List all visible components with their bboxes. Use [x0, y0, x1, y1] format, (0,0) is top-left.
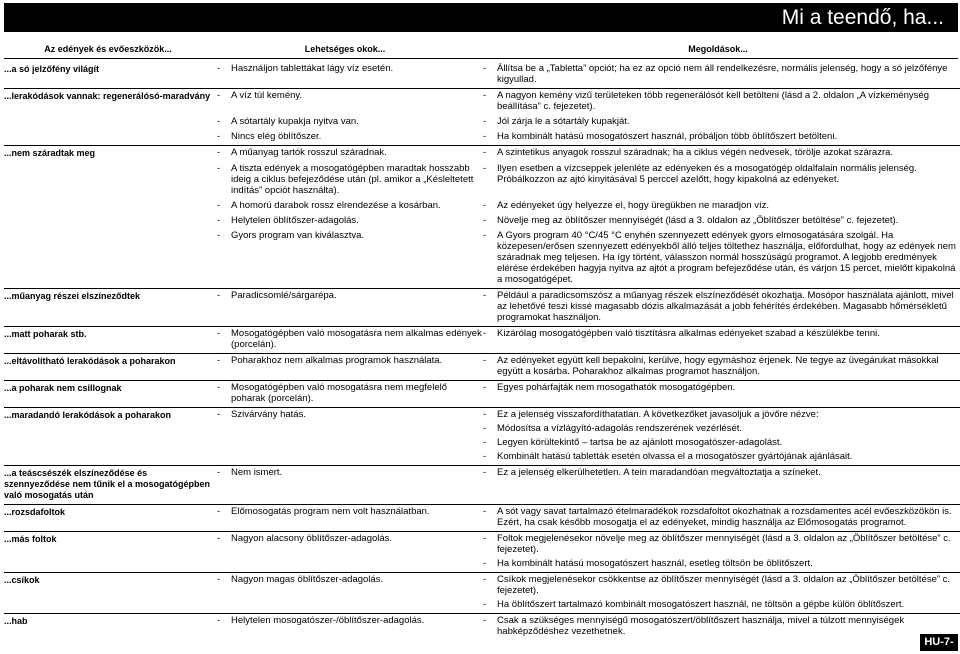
cause-cell: [216, 115, 482, 130]
solution-item: - Kizárólag mosogatógépben való tisztításra alkalmas edényeket szabad a készülékbe tenni.: [482, 328, 960, 339]
solution-cell: [482, 146, 960, 163]
table-row: [4, 229, 960, 289]
problem-cell: [4, 354, 216, 381]
table-row: [4, 532, 960, 573]
cause-cell: [216, 408, 482, 466]
problem-cell: [4, 162, 216, 199]
table-row: [4, 162, 960, 199]
cause-item: - Nagyon magas öblítőszer-adagolás.: [216, 574, 482, 585]
cause-cell: [216, 614, 482, 641]
problem-label: ...eltávolítható lerakódások a poharakon: [4, 356, 176, 366]
cause-item: - Előmosogatás program nem volt használatban.: [216, 506, 482, 517]
problem-label: ...maradandó lerakódások a poharakon: [4, 410, 172, 420]
cause-cell: [216, 466, 482, 505]
solution-cell: [482, 354, 960, 381]
cause-cell: [216, 130, 482, 146]
solution-cell: [482, 199, 960, 214]
problem-label: ...rozsdafoltok: [4, 507, 66, 517]
problem-label: ...a teáscsészék elszíneződése és szennyeződése nem tűnik el a mosogatógépben való mosogatás után: [4, 468, 211, 500]
table-row: [4, 89, 960, 116]
cause-cell: [216, 199, 482, 214]
header-problem: Az edények és evőeszközök...: [4, 41, 212, 59]
solution-cell: [482, 505, 960, 532]
solution-item: - Ilyen esetben a vízcseppek jelenléte az edényeken és a mosogatógép oldalfalain normális jelenség. Próbálkozzon az ajtó kinyitásával 5 perccel azelőtt, hogy kipakolná az edényeket.: [482, 163, 960, 185]
troubleshooting-table: [4, 61, 960, 640]
cause-cell: [216, 505, 482, 532]
table-row: [4, 199, 960, 214]
problem-cell: [4, 532, 216, 573]
problem-label: ...csíkok: [4, 575, 40, 585]
problem-cell: [4, 229, 216, 289]
solution-item: - Ha öblítőszert tartalmazó kombinált mosogatószert használ, ne töltsön a gépbe külön öblítőszert.: [482, 599, 960, 610]
problem-label: ...hab: [4, 616, 28, 626]
cause-item: - Poharakhoz nem alkalmas programok használata.: [216, 355, 482, 366]
problem-cell: [4, 289, 216, 327]
solution-item: - Jól zárja le a sótartály kupakját.: [482, 116, 960, 127]
solution-item: - Ez a jelenség elkerülhetetlen. A tein maradandóan megváltoztatja a színeket.: [482, 467, 960, 478]
solution-cell: [482, 61, 960, 89]
problem-cell: [4, 89, 216, 116]
cause-cell: [216, 61, 482, 89]
cause-item: - A tiszta edények a mosogatógépben maradtak hosszabb ideig a ciklus befejeződése után (pl. amikor a „Késleltetett indítás” opciót használta).: [216, 163, 482, 196]
table-row: [4, 408, 960, 466]
table-row: [4, 466, 960, 505]
cause-item: - Paradicsomlé/sárgarépa.: [216, 290, 482, 301]
header-solutions: Megoldások...: [478, 41, 958, 59]
cause-item: - A homorú darabok rossz elrendezése a kosárban.: [216, 200, 482, 211]
solution-item: - Csak a szükséges mennyiségű mosogatószert/öblítőszert használja, mivel a túlzott mennyiségek habképződéshez vezethetnek.: [482, 615, 960, 637]
table-row: [4, 327, 960, 354]
solution-cell: [482, 89, 960, 116]
cause-item: - A víz túl kemény.: [216, 90, 482, 101]
problem-cell: [4, 214, 216, 229]
cause-cell: [216, 162, 482, 199]
solution-item: - Egyes pohárfajták nem mosogathatók mosogatógépben.: [482, 382, 960, 393]
problem-cell: [4, 146, 216, 163]
solution-item: - Csíkok megjelenésekor csökkentse az öblítőszer mennyiségét (lásd a 3. oldalon az „Öblítőszer betöltése” c. fejezetet).: [482, 574, 960, 596]
solution-cell: [482, 162, 960, 199]
page-title: Mi a teendő, ha...: [781, 6, 944, 29]
cause-cell: [216, 289, 482, 327]
solution-item: - A sót vagy savat tartalmazó ételmaradékok rozsdafoltot okozhatnak a rozsdamentes acél evőeszközökön is. Ezért, ha csak később mosogatja el az edényeket, mindig használja az Előmosogatás programot.: [482, 506, 960, 528]
solution-item: - Ha kombinált hatású mosogatószert használ, esetleg töltsön be öblítőszert.: [482, 558, 960, 569]
problem-label: ...matt poharak stb.: [4, 329, 87, 339]
table-row: [4, 614, 960, 641]
solution-cell: [482, 614, 960, 641]
cause-item: - Gyors program van kiválasztva.: [216, 230, 482, 241]
problem-cell: [4, 61, 216, 89]
cause-cell: [216, 381, 482, 408]
problem-cell: [4, 381, 216, 408]
cause-item: - Helytelen öblítőszer-adagolás.: [216, 215, 482, 226]
solution-cell: [482, 327, 960, 354]
solution-cell: [482, 229, 960, 289]
solution-item: - Az edényeket együtt kell bepakolni, kerülve, hogy egymáshoz érjenek. Ne tegye az üvegárukat másokkal együtt a kosárba. Poharakhoz alkalmas programot használjon.: [482, 355, 960, 377]
table-row: [4, 573, 960, 614]
problem-label: ...a poharak nem csillognak: [4, 383, 122, 393]
table-row: [4, 505, 960, 532]
problem-label: ...nem száradtak meg: [4, 148, 96, 158]
cause-item: - Nincs elég öblítőszer.: [216, 131, 482, 142]
problem-label: ...lerakódások vannak: regenerálósó-maradvány: [4, 91, 211, 101]
problem-cell: [4, 505, 216, 532]
solution-cell: [482, 381, 960, 408]
solution-cell: [482, 289, 960, 327]
cause-item: - Mosogatógépben való mosogatásra nem megfelelő poharak (porcelán).: [216, 382, 482, 404]
solution-cell: [482, 573, 960, 614]
title-bar: [4, 3, 958, 32]
cause-cell: [216, 89, 482, 116]
solution-item: - Az edényeket úgy helyezze el, hogy üregükben ne maradjon víz.: [482, 200, 960, 211]
cause-item: - A sótartály kupakja nyitva van.: [216, 116, 482, 127]
solution-item: - Állítsa be a „Tabletta” opciót; ha ez az opció nem áll rendelkezésre, normális jelenség, hogy a só jelzőfénye kigyullad.: [482, 63, 960, 85]
solution-cell: [482, 130, 960, 146]
table-row: [4, 130, 960, 146]
table-row: [4, 289, 960, 327]
cause-item: - Használjon tablettákat lágy víz esetén.: [216, 63, 482, 74]
problem-cell: [4, 408, 216, 466]
table-row: [4, 146, 960, 163]
problem-cell: [4, 614, 216, 641]
problem-cell: [4, 115, 216, 130]
solution-item: - Foltok megjelenésekor növelje meg az öblítőszer mennyiségét (lásd a 3. oldalon az „Öblítőszer betöltése” c. fejezetet).: [482, 533, 960, 555]
solution-cell: [482, 408, 960, 466]
solution-cell: [482, 466, 960, 505]
solution-item: - A szintetikus anyagok rosszul száradnak; ha a ciklus végén nedvesek, törölje azokat szárazra.: [482, 147, 960, 158]
problem-cell: [4, 466, 216, 505]
cause-item: - Nagyon alacsony öblítőszer-adagolás.: [216, 533, 482, 544]
cause-cell: [216, 146, 482, 163]
table-row: [4, 214, 960, 229]
problem-label: ...műanyag részei elszíneződtek: [4, 291, 141, 301]
solution-item: - Kombinált hatású tabletták esetén olvassa el a mosogatószer gyártójának ajánlásait.: [482, 451, 960, 462]
cause-item: - Helytelen mosogatószer-/öblítőszer-adagolás.: [216, 615, 482, 626]
cause-item: - A műanyag tartók rosszul száradnak.: [216, 147, 482, 158]
solution-item: - Például a paradicsomszósz a műanyag részek elszíneződését okozhatja. Mosópor használata ajánlott, mivel az lehetővé teszi kissé magasabb dózis alkalmazását a jobb fehérítés érdekében. Magasabb hőmérsékletű programokat használjon.: [482, 290, 960, 323]
problem-cell: [4, 199, 216, 214]
problem-cell: [4, 327, 216, 354]
header-causes: Lehetséges okok...: [212, 41, 478, 59]
solution-cell: [482, 214, 960, 229]
problem-label: ...a só jelzőfény világít: [4, 64, 100, 74]
cause-cell: [216, 214, 482, 229]
cause-item: - Nem ismert.: [216, 467, 482, 478]
problem-cell: [4, 130, 216, 146]
solution-item: - Módosítsa a vízlágyító-adagolás rendszerének vezérlését.: [482, 423, 960, 434]
solution-item: - Ha kombinált hatású mosogatószert használ, próbáljon több öblítőszert betölteni.: [482, 131, 960, 142]
solution-item: - Ez a jelenség visszafordíthatatlan. A következőket javasoljuk a jövőre nézve:: [482, 409, 960, 420]
cause-item: - Mosogatógépben való mosogatásra nem alkalmas edények (porcelán).: [216, 328, 482, 350]
cause-cell: [216, 229, 482, 289]
table-row: [4, 354, 960, 381]
cause-item: - Szivárvány hatás.: [216, 409, 482, 420]
page-number: HU-7-: [920, 634, 958, 651]
cause-cell: [216, 354, 482, 381]
table-row: [4, 381, 960, 408]
cause-cell: [216, 573, 482, 614]
solution-item: - Legyen körültekintő – tartsa be az ajánlott mosogatószer-adagolást.: [482, 437, 960, 448]
table-row: [4, 61, 960, 89]
solution-cell: [482, 115, 960, 130]
problem-label: ...más foltok: [4, 534, 57, 544]
solution-item: - A Gyors program 40 °C/45 °C enyhén szennyezett edények gyors elmosogatására szolgál. Ha közepesen/erősen szennyezett edényekből álló teljes töltethez használja, előfordulhat, hogy az edények nem száradnak meg teljesen. Ha így történt, válasszon normál hosszúságú programot. A legjobb eredmények elérése érdekében hagyja nyitva az ajtót a program befejeződése után, és várjon 15 percet, mielőtt kipakolná a mosogatógépet.: [482, 230, 960, 285]
cause-cell: [216, 327, 482, 354]
solution-item: - Növelje meg az öblítőszer mennyiségét (lásd a 3. oldalon az „Öblítőszer betöltése” c. fejezetet).: [482, 215, 960, 226]
cause-cell: [216, 532, 482, 573]
solution-item: - A nagyon kemény vizű területeken több regenerálósót kell betölteni (lásd a 2. oldalon „A vízkeménység beállítása” c. fejezetet).: [482, 90, 960, 112]
table-row: [4, 115, 960, 130]
solution-cell: [482, 532, 960, 573]
problem-cell: [4, 573, 216, 614]
